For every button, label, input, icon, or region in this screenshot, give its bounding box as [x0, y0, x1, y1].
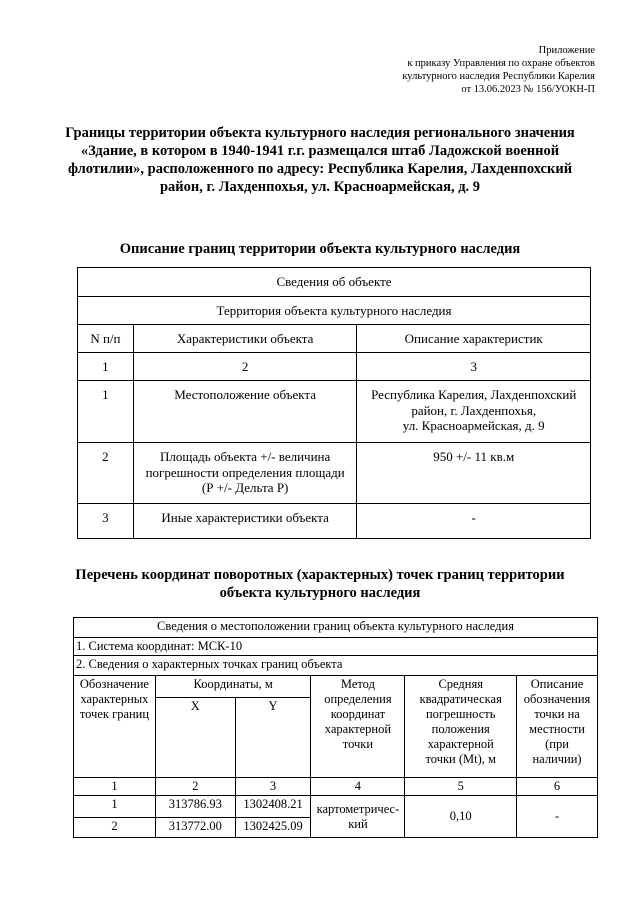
header-line: Средняя	[438, 677, 483, 691]
header-line: координат	[330, 707, 386, 721]
row-char-line: (Р +/- Дельта Р)	[201, 480, 289, 495]
location-info-header: Сведения о местоположении границ объекта культурного наследия	[74, 618, 598, 638]
coordinates-table	[73, 617, 598, 838]
object-info-table	[77, 267, 591, 539]
header-line: (при	[545, 737, 569, 751]
header-line: наличии)	[532, 752, 582, 766]
annex-line: к приказу Управления по охране объектов	[407, 58, 595, 69]
annex-header	[335, 44, 595, 96]
section2-heading	[60, 566, 580, 602]
table-row	[78, 443, 591, 504]
row-desc: 950 +/- 11 кв.м	[357, 443, 591, 504]
row-char-line: Площадь объекта +/- величина	[160, 449, 331, 464]
point-n: 2	[74, 818, 156, 838]
header-line: Метод	[340, 677, 375, 691]
row-char	[133, 443, 357, 504]
header-line: Обозначение	[79, 677, 149, 691]
col-header-desc: Описание характеристик	[357, 325, 591, 353]
row-desc-line: ул. Красноармейская, д. 9	[402, 418, 545, 433]
section2-heading-line: Перечень координат поворотных (характерных) точек границ территории	[75, 567, 565, 583]
header-method	[311, 676, 405, 778]
point-y: 1302408.21	[235, 796, 311, 818]
coord-system: 1. Система координат: МСК-10	[74, 638, 598, 656]
header-line: определения	[324, 692, 392, 706]
header-line: точки на	[534, 707, 580, 721]
col-number: 6	[517, 778, 598, 796]
territory-header: Территория объекта культурного наследия	[78, 297, 591, 325]
col-number: 3	[235, 778, 311, 796]
row-char: Местоположение объекта	[133, 381, 357, 443]
header-designation	[74, 676, 156, 778]
row-n: 3	[78, 504, 134, 539]
col-number: 4	[311, 778, 405, 796]
row-char: Иные характеристики объекта	[133, 504, 357, 539]
object-info-header: Сведения об объекте	[78, 268, 591, 297]
header-line: квадратическая	[419, 692, 502, 706]
document-title: Границы территории объекта культурного наследия регионального значения «Здание, в котором в 1940-1941 г.г. размещался штаб Ладожской военной флотилии», расположенного по адресу: Республика Карелия, Лахденпохский район, г. Лахденпохья, ул. Красноармейская, д. 9	[65, 125, 575, 195]
header-line: обозначения	[523, 692, 591, 706]
col-header-n: N п/п	[78, 325, 134, 353]
row-n: 2	[78, 443, 134, 504]
section1-heading: Описание границ территории объекта культурного наследия	[119, 241, 521, 257]
col-number: 2	[133, 353, 357, 381]
col-header-char: Характеристики объекта	[133, 325, 357, 353]
point-y: 1302425.09	[235, 818, 311, 838]
header-line: точки (Mt), м	[425, 752, 496, 766]
method-line: кий	[348, 816, 368, 831]
header-line: местности	[529, 722, 585, 736]
table-row	[74, 796, 598, 818]
header-line: погрешность	[425, 707, 496, 721]
header-error	[405, 676, 517, 778]
table-row	[78, 381, 591, 443]
header-y: Y	[235, 698, 311, 778]
header-line: характерной	[427, 737, 494, 751]
col-number: 2	[155, 778, 235, 796]
method-line: картометричес-	[316, 801, 400, 816]
section2-heading-line: объекта культурного наследия	[219, 585, 421, 601]
header-line: положения	[431, 722, 490, 736]
points-info: 2. Сведения о характерных точках границ объекта	[74, 656, 598, 676]
header-line: характерных	[80, 692, 149, 706]
header-line: точки	[342, 737, 374, 751]
row-char-line: погрешности определения площади	[145, 464, 345, 480]
description-cell: -	[517, 796, 598, 838]
header-x: X	[155, 698, 235, 778]
header-desc	[517, 676, 598, 778]
point-x: 313786.93	[155, 796, 235, 818]
header-line: характерной	[324, 722, 392, 736]
row-desc	[357, 381, 591, 443]
point-x: 313772.00	[155, 818, 235, 838]
header-coords: Координаты, м	[155, 676, 311, 698]
row-n: 1	[78, 381, 134, 443]
col-number: 3	[357, 353, 591, 381]
point-n: 1	[74, 796, 156, 818]
method-cell	[311, 796, 405, 838]
table-row	[78, 504, 591, 539]
col-number: 5	[405, 778, 517, 796]
row-desc-line: Республика Карелия, Лахденпохский	[371, 387, 577, 402]
col-number: 1	[74, 778, 156, 796]
header-line: Описание	[530, 677, 584, 691]
row-desc-line: район, г. Лахденпохья,	[411, 402, 537, 418]
annex-line: культурного наследия Республики Карелия	[402, 71, 595, 82]
row-desc: -	[357, 504, 591, 539]
annex-line: Приложение	[538, 45, 595, 56]
header-line: точек границ	[79, 707, 150, 721]
col-number: 1	[78, 353, 134, 381]
error-cell: 0,10	[405, 796, 517, 838]
annex-line: от 13.06.2023 № 156/УОКН-П	[461, 84, 595, 95]
